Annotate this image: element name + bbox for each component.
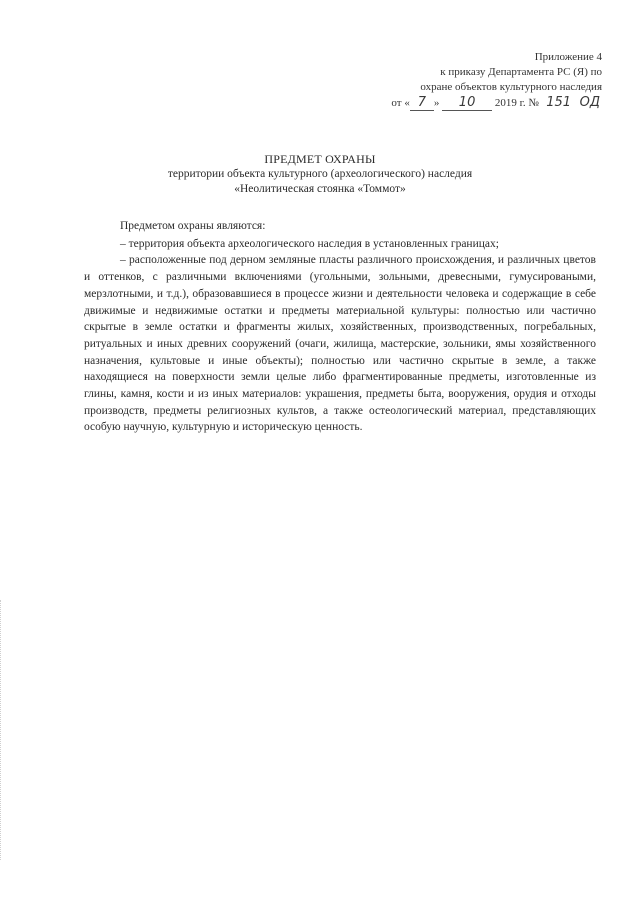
handwritten-month: 10 — [442, 95, 492, 111]
body-text — [84, 218, 596, 436]
document-title: ПРЕДМЕТ ОХРАНЫ — [264, 152, 376, 166]
date-mid: » — [433, 97, 440, 109]
annex-order-ref: к приказу Департамента РС (Я) по — [440, 66, 602, 78]
intro-paragraph: Предметом охраны являются: — [120, 220, 266, 232]
annex-number: Приложение 4 — [534, 51, 602, 63]
handwritten-number-suffix: ОД — [579, 95, 600, 110]
handwritten-day: 7 — [410, 95, 434, 111]
site-name: «Неолитическая стоянка «Томмот» — [234, 183, 406, 195]
item-territory: – территория объекта археологического наследия в установленных границах; — [120, 237, 499, 250]
title-block — [0, 152, 640, 197]
item-soil-layers: – расположенные под дерном земляные пласты различного происхождения, и различных цветов и оттенков, с различными включениями (угольными, зольными, древесными, гумусироваными, мерзлотными, и т.д.), образовавшиеся в процессе жизни и деятельности человека и содержащие в себе движимые и недвижимые остатки и предметы материальной культуры: полностью или частично скрытые в земле остатки и фрагменты жилых, хозяйственных, производственных, погребальных, ритуальных и иных древних сооружений (очаги, жилища, мастерские, зольники, ямы хозяйственного назначения, культовые и иные объекты); полностью или частично скрытые в земле, а также находящиеся на поверхности земли целые либо фрагментированные предметы, изготовленные из глины, камня, кости и из иных материалов: украшения, предметы быта, вооружения, орудия и отходы производств, предметы религиозных культов, а также остеологический материал, представляющих особую научную, культурную и историческую ценность. — [84, 254, 596, 434]
document-subtitle: территории объекта культурного (археологического) наследия — [167, 168, 473, 180]
scan-edge-artifact — [0, 600, 3, 860]
year-text: 2019 г. № — [494, 97, 539, 109]
annex-date-line — [391, 95, 602, 111]
annex-header — [391, 50, 602, 111]
annex-department: охране объектов культурного наследия — [420, 81, 602, 93]
handwritten-number: 151 — [546, 95, 572, 110]
date-prefix: от « — [391, 97, 410, 109]
